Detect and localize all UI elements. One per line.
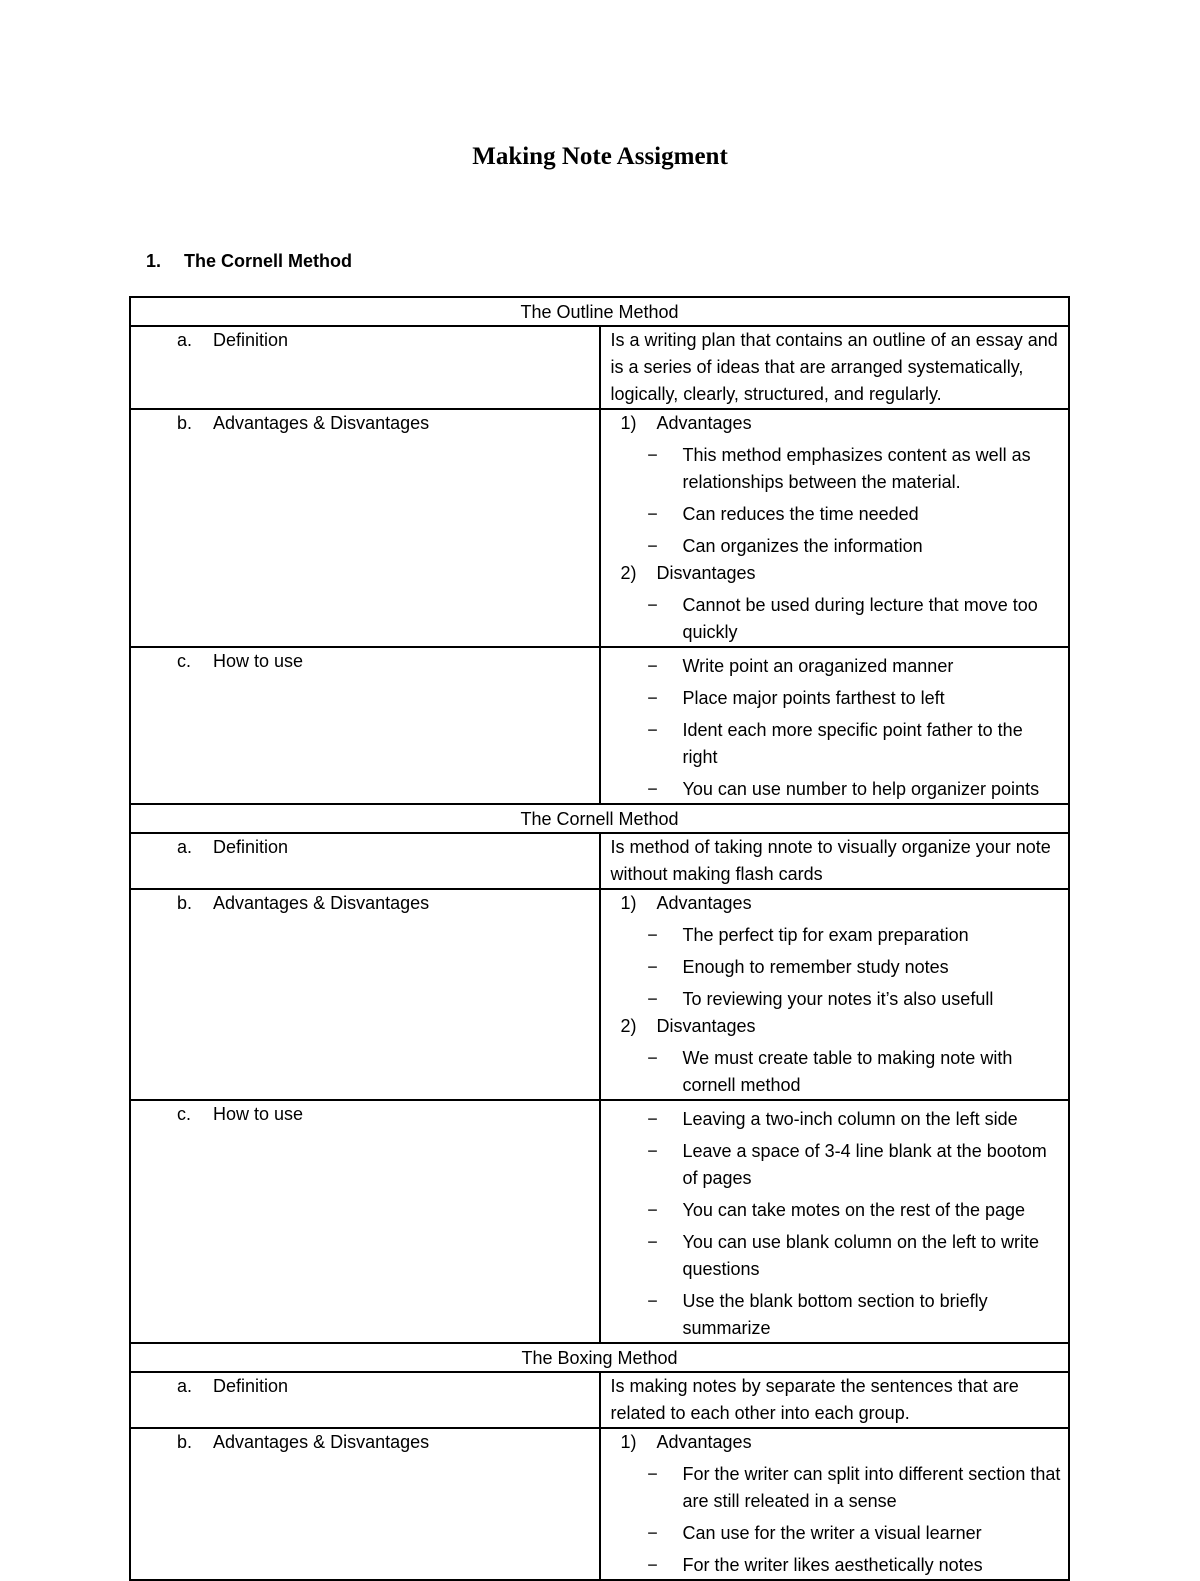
bullet-text: Place major points farthest to left xyxy=(682,688,945,708)
bullet-item xyxy=(611,922,1063,949)
row-letter: a. xyxy=(177,1376,193,1396)
advantages-row xyxy=(130,1428,1069,1580)
definition-text: Is a writing plan that contains an outline of an essay and is a series of ideas that are arranged systematically, logically, clearly, structured, and regularly. xyxy=(610,330,1058,404)
definition-cell xyxy=(600,1372,1070,1428)
advantages-label-cell xyxy=(130,409,600,647)
bullet-text: The perfect tip for exam preparation xyxy=(682,925,969,945)
advantages-cell xyxy=(600,1428,1070,1580)
notes-table xyxy=(129,296,1070,1581)
row-letter: c. xyxy=(177,1104,192,1124)
disadvantages-heading xyxy=(611,1013,1063,1040)
row-label: Definition xyxy=(213,837,289,857)
advantages-row xyxy=(130,889,1069,1100)
advantages-heading xyxy=(611,1429,1063,1456)
bullet-text: Can use for the writer a visual learner xyxy=(682,1523,982,1543)
definition-label xyxy=(131,327,593,354)
bullet-text: Can organizes the information xyxy=(682,536,923,556)
page-title: Making Note Assigment xyxy=(472,143,728,170)
dash-bullet: − xyxy=(647,779,658,799)
row-letter: c. xyxy=(177,651,192,671)
definition-label xyxy=(131,1373,593,1400)
definition-label-cell xyxy=(130,833,600,889)
dash-bullet: − xyxy=(647,1464,658,1484)
howto-cell xyxy=(600,1100,1070,1343)
list-number: 1) xyxy=(620,1432,637,1452)
advantages-row xyxy=(130,409,1069,647)
bullet-item xyxy=(611,776,1063,803)
bullet-text: For the writer likes aesthetically notes xyxy=(682,1555,983,1575)
bullet-item xyxy=(611,685,1063,712)
dash-bullet: − xyxy=(647,1555,658,1575)
method-header-row xyxy=(130,804,1069,833)
bullet-item xyxy=(611,1552,1063,1579)
list-heading: Disvantages xyxy=(656,1016,756,1036)
dash-bullet: − xyxy=(647,1291,658,1311)
howto-row xyxy=(130,647,1069,804)
section-heading xyxy=(146,251,352,272)
method-header-row xyxy=(130,1343,1069,1372)
howto-label xyxy=(131,648,593,675)
dash-bullet: − xyxy=(647,720,658,740)
advantages-label-cell xyxy=(130,1428,600,1580)
row-label: Definition xyxy=(213,330,289,350)
advantages-label-cell xyxy=(130,889,600,1100)
definition-label-cell xyxy=(130,1372,600,1428)
dash-bullet: − xyxy=(647,656,658,676)
dash-bullet: − xyxy=(647,445,658,465)
row-letter: b. xyxy=(177,413,193,433)
method-name: The Boxing Method xyxy=(130,1343,1069,1372)
advantages-heading xyxy=(611,890,1063,917)
bullet-text: Use the blank bottom section to briefly summarize xyxy=(682,1291,988,1338)
advantages-cell xyxy=(600,889,1070,1100)
list-heading: Advantages xyxy=(656,893,752,913)
bullet-text: Leaving a two-inch column on the left side xyxy=(682,1109,1018,1129)
row-letter: a. xyxy=(177,330,193,350)
bullet-text: You can use number to help organizer points xyxy=(682,779,1040,799)
advantages-heading xyxy=(611,410,1063,437)
howto-cell xyxy=(600,647,1070,804)
bullet-item xyxy=(611,986,1063,1013)
definition-text: Is making notes by separate the sentences that are related to each other into each group. xyxy=(610,1376,1019,1423)
list-number: 2) xyxy=(620,563,637,583)
bullet-text: We must create table to making note with cornell method xyxy=(682,1048,1013,1095)
bullet-item xyxy=(611,954,1063,981)
bullet-text: Can reduces the time needed xyxy=(682,504,919,524)
method-header-row xyxy=(130,297,1069,326)
bullet-item xyxy=(611,1288,1063,1342)
bullet-text: Cannot be used during lecture that move too quickly xyxy=(682,595,1038,642)
bullet-text: To reviewing your notes it’s also usefull xyxy=(682,989,994,1009)
row-label: How to use xyxy=(213,651,304,671)
list-number: 1) xyxy=(620,413,637,433)
row-label: Advantages & Disvantages xyxy=(213,1432,430,1452)
bullet-item xyxy=(611,1106,1063,1133)
dash-bullet: − xyxy=(647,989,658,1009)
bullet-text: For the writer can split into different section that are still releated in a sense xyxy=(682,1464,1061,1511)
dash-bullet: − xyxy=(647,1141,658,1161)
method-name: The Cornell Method xyxy=(130,804,1069,833)
dash-bullet: − xyxy=(647,1523,658,1543)
definition-cell xyxy=(600,833,1070,889)
row-label: Advantages & Disvantages xyxy=(213,413,430,433)
dash-bullet: − xyxy=(647,1232,658,1252)
list-number: 2) xyxy=(620,1016,637,1036)
definition-text: Is method of taking nnote to visually organize your note without making flash cards xyxy=(610,837,1051,884)
bullet-item xyxy=(611,501,1063,528)
row-label: How to use xyxy=(213,1104,304,1124)
dash-bullet: − xyxy=(647,536,658,556)
disadvantages-heading xyxy=(611,560,1063,587)
section-label: The Cornell Method xyxy=(184,251,352,271)
dash-bullet: − xyxy=(647,925,658,945)
bullet-text: Enough to remember study notes xyxy=(682,957,949,977)
dash-bullet: − xyxy=(647,1048,658,1068)
list-heading: Advantages xyxy=(656,1432,752,1452)
definition-label-cell xyxy=(130,326,600,409)
dash-bullet: − xyxy=(647,957,658,977)
advantages-label xyxy=(131,1429,593,1456)
bullet-item xyxy=(611,1461,1063,1515)
howto-label xyxy=(131,1101,593,1128)
bullet-text: Ident each more specific point father to the right xyxy=(682,720,1023,767)
row-letter: b. xyxy=(177,893,193,913)
bullet-item xyxy=(611,533,1063,560)
bullet-text: This method emphasizes content as well as relationships between the material. xyxy=(682,445,1031,492)
bullet-text: Write point an oraganized manner xyxy=(682,656,954,676)
bullet-text: You can use blank column on the left to write questions xyxy=(682,1232,1040,1279)
advantages-label xyxy=(131,890,593,917)
row-letter: a. xyxy=(177,837,193,857)
howto-label-cell xyxy=(130,647,600,804)
advantages-label xyxy=(131,410,593,437)
howto-row xyxy=(130,1100,1069,1343)
howto-label-cell xyxy=(130,1100,600,1343)
bullet-item xyxy=(611,1520,1063,1547)
definition-row xyxy=(130,1372,1069,1428)
bullet-item xyxy=(611,1197,1063,1224)
row-label: Advantages & Disvantages xyxy=(213,893,430,913)
bullet-item xyxy=(611,653,1063,680)
definition-row xyxy=(130,833,1069,889)
definition-cell xyxy=(600,326,1070,409)
bullet-item xyxy=(611,592,1063,646)
dash-bullet: − xyxy=(647,504,658,524)
dash-bullet: − xyxy=(647,1109,658,1129)
bullet-item xyxy=(611,442,1063,496)
list-heading: Disvantages xyxy=(656,563,756,583)
dash-bullet: − xyxy=(647,688,658,708)
list-heading: Advantages xyxy=(656,413,752,433)
bullet-item xyxy=(611,1229,1063,1283)
bullet-item xyxy=(611,1045,1063,1099)
bullet-item xyxy=(611,717,1063,771)
bullet-text: Leave a space of 3-4 line blank at the bootom of pages xyxy=(682,1141,1047,1188)
list-number: 1) xyxy=(620,893,637,913)
section-number: 1. xyxy=(146,251,162,271)
method-name: The Outline Method xyxy=(130,297,1069,326)
row-letter: b. xyxy=(177,1432,193,1452)
dash-bullet: − xyxy=(647,1200,658,1220)
bullet-item xyxy=(611,1138,1063,1192)
definition-row xyxy=(130,326,1069,409)
advantages-cell xyxy=(600,409,1070,647)
bullet-text: You can take motes on the rest of the page xyxy=(682,1200,1026,1220)
dash-bullet: − xyxy=(647,595,658,615)
row-label: Definition xyxy=(213,1376,289,1396)
definition-label xyxy=(131,834,593,861)
